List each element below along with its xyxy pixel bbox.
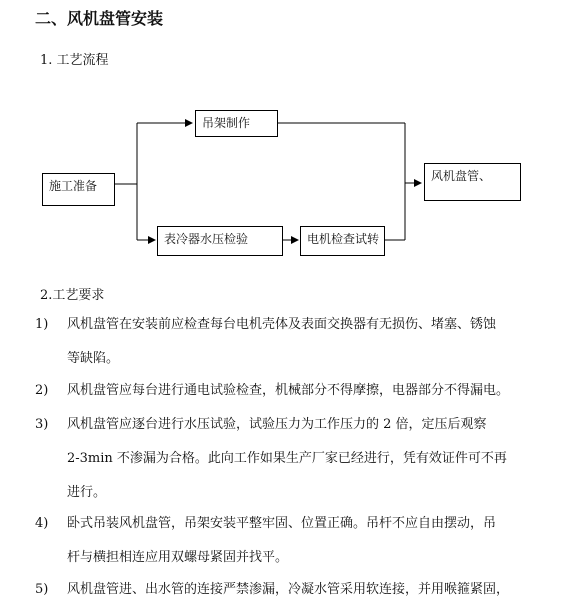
flow-box-motor: 电机检查试转 [300,226,385,256]
requirement-text-line: 进行。 [67,485,107,500]
requirement-number: 1) [35,317,49,332]
requirement-text-line: 风机盘管应逐台进行水压试验，试验压力为工作压力的 2 倍，定压后观察 [67,417,487,432]
flow-box-cooler: 表冷器水压检验 [157,226,283,256]
requirement-text-line: 风机盘管在安装前应检查每台电机壳体及表面交换器有无损伤、堵塞、锈蚀 [67,317,497,332]
flow-box-start: 施工准备 [42,173,115,206]
section-2-title: 2.工艺要求 [40,288,105,303]
requirement-number: 3) [35,417,49,432]
requirement-number: 4) [35,516,49,531]
flow-box-hanger: 吊架制作 [195,110,278,137]
requirement-text-line: 卧式吊装风机盘管，吊架安装平整牢固、位置正确。吊杆不应自由摆动，吊 [67,516,497,531]
requirement-number: 2) [35,383,49,398]
requirement-text-line: 风机盘管应每台进行通电试验检查，机械部分不得摩擦，电器部分不得漏电。 [67,383,510,398]
requirement-text-line: 风机盘管进、出水管的连接严禁渗漏，冷凝水管采用软连接，并用喉箍紧固， [67,582,510,597]
requirement-text-line: 2-3min 不渗漏为合格。此向工作如果生产厂家已经进行，凭有效证件可不再 [67,451,507,466]
flow-box-end: 风机盘管、 [424,163,521,201]
requirement-text-line: 等缺陷。 [67,351,120,366]
process-flow-diagram [0,0,579,300]
requirement-text-line: 杆与横担相连应用双螺母紧固并找平。 [67,550,289,565]
page-title: 二、风机盘管安装 [35,9,164,28]
section-1-title: 1. 工艺流程 [40,53,109,68]
requirement-number: 5) [35,582,49,597]
